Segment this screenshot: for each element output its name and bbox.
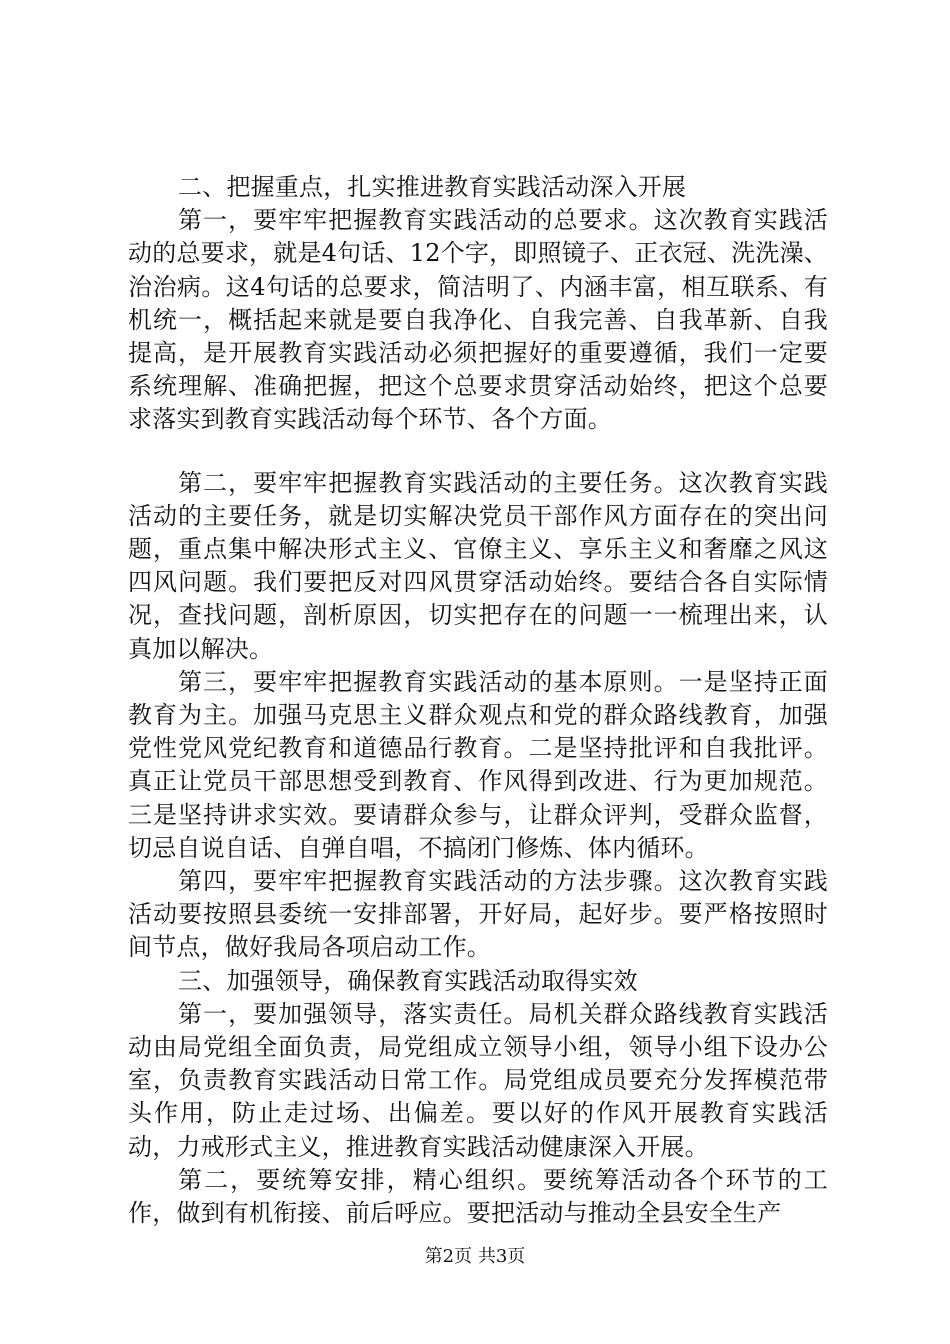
paragraph-point-1: 第一，要牢牢把握教育实践活动的总要求。这次教育实践活动的总要求，就是4句话、12个字，即照镜子、正衣冠、洗洗澡、治治病。这4句话的总要求，简洁明了、内涵丰富，相互联系、有机统一，概括起来就是要自我净化、自我完善、自我革新、自我提高，是开展教育实践活动必须把握好的重要遵循，我们一定要系统理解、准确把握，把这个总要求贯穿活动始终，把这个总要求落实到教育实践活动每个环节、各个方面。 [128, 206, 828, 434]
paragraph-point-3: 第三，要牢牢把握教育实践活动的基本原则。一是坚持正面教育为主。加强马克思主义群众观点和党的群众路线教育，加强党性党风党纪教育和道德品行教育。二是坚持批评和自我批评。真正让党员干部思想受到教育、作风得到改进、行为更加规范。三是坚持讲求实效。要请群众参与，让群众评判，受群众监督，切忌自说自话、自弹自唱，不搞闭门修炼、体内循环。 [128, 667, 828, 862]
document-body [128, 171, 828, 1230]
section-heading-2: 二、把握重点，扎实推进教育实践活动深入开展 [178, 173, 687, 201]
paragraph-gap [128, 437, 828, 467]
paragraph-leadership-1: 第一，要加强领导，落实责任。局机关群众路线教育实践活动由局党组全面负责，局党组成立领导小组，领导小组下设办公室，负责教育实践活动日常工作。局党组成员要充分发挥模范带头作用，防止走过场、出偏差。要以好的作风开展教育实践活动，力戒形式主义，推进教育实践活动健康深入开展。 [128, 999, 828, 1161]
page-number-footer: 第2页 共3页 [424, 1246, 526, 1267]
paragraph-leadership-2: 第二，要统筹安排，精心组织。要统筹活动各个环节的工作，做到有机衔接、前后呼应。要把活动与推动全县安全生产 [128, 1165, 828, 1228]
section-heading-3: 三、加强领导，确保教育实践活动取得实效 [178, 966, 638, 995]
paragraph-point-4: 第四，要牢牢把握教育实践活动的方法步骤。这次教育实践活动要按照县委统一安排部署，开好局，起好步。要严格按照时间节点，做好我局各项启动工作。 [128, 867, 828, 962]
paragraph-point-2: 第二，要牢牢把握教育实践活动的主要任务。这次教育实践活动的主要任务，就是切实解决党员干部作风方面存在的突出问题，重点集中解决形式主义、官僚主义、享乐主义和奢靡之风这四风问题。我们要把反对四风贯穿活动始终。要结合各自实际情况，查找问题，剖析原因，切实把存在的问题一一梳理出来，认真加以解决。 [128, 468, 828, 663]
